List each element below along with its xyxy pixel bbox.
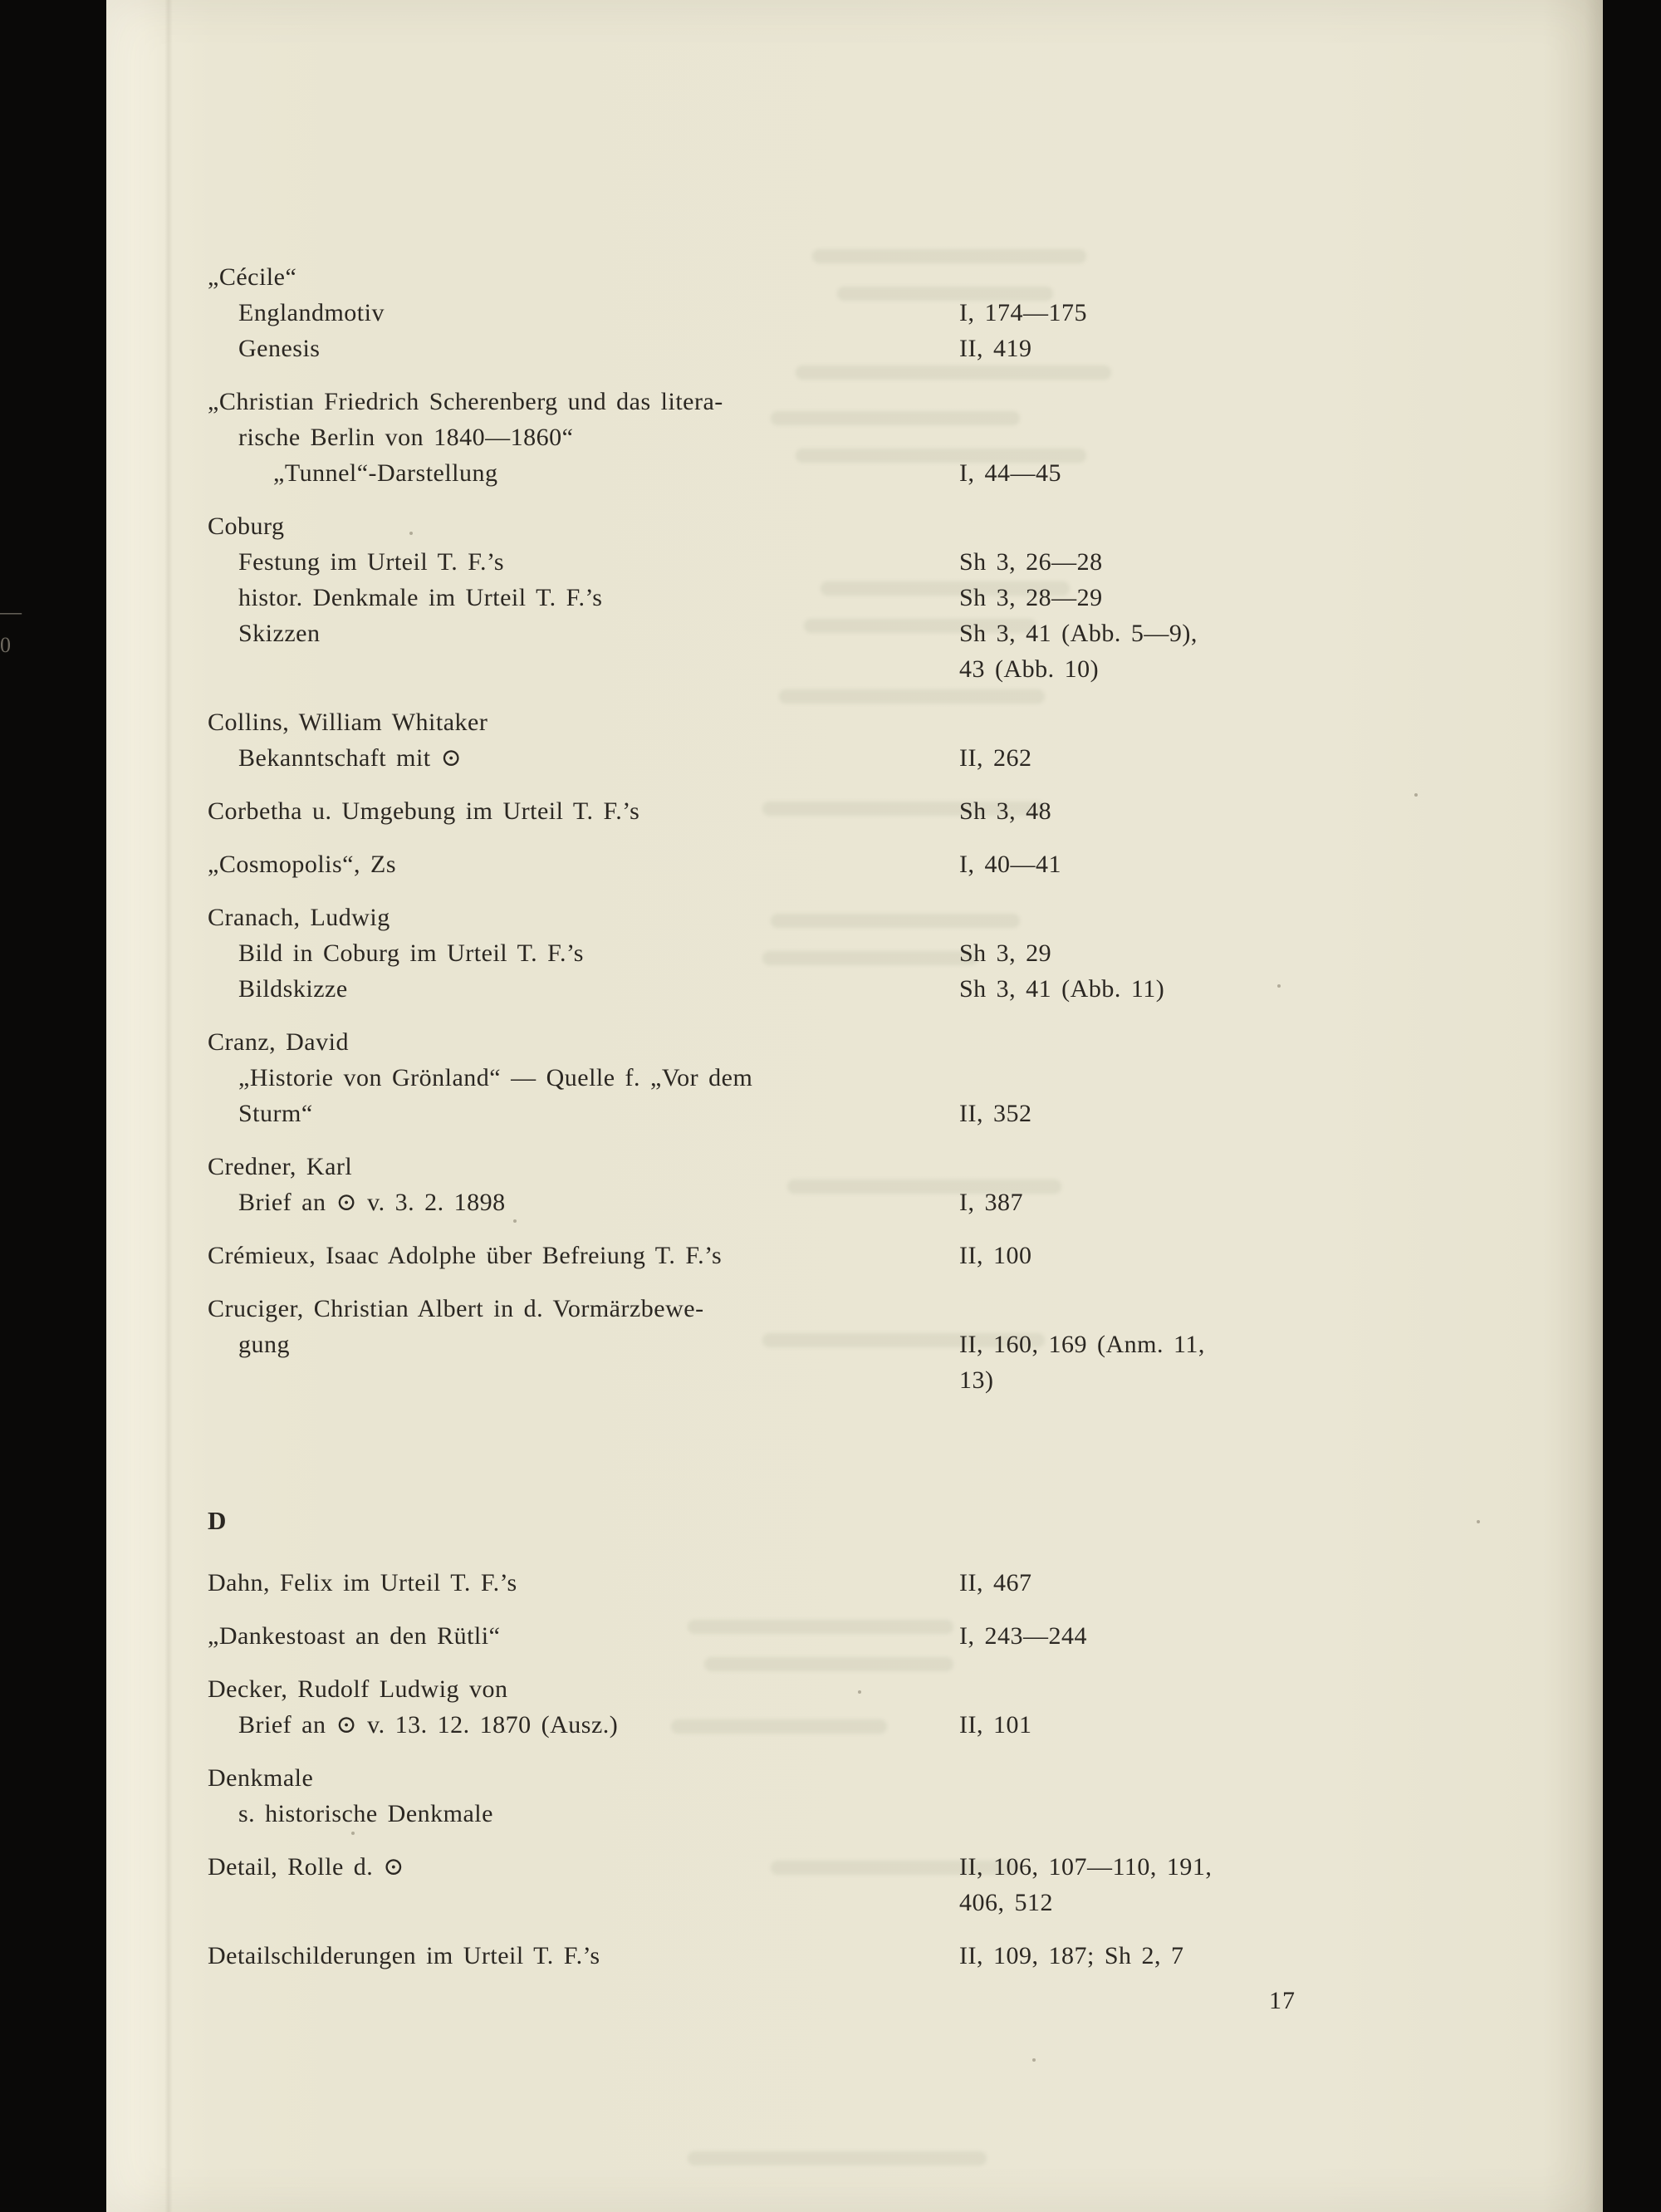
entry-text: Crémieux, Isaac Adolphe über Befreiung T. F.’s — [208, 1242, 723, 1269]
index-entry-line — [208, 651, 1553, 687]
entry-text: histor. Denkmale im Urteil T. F.’s — [238, 584, 603, 611]
index-entry-line — [208, 1796, 1553, 1832]
index-entry-line — [208, 580, 1553, 616]
entry-text: Bildskizze — [238, 975, 348, 1003]
index-entry-line — [208, 455, 1553, 491]
entry-ref: I, 174—175 — [959, 299, 1087, 326]
index-entry-line — [208, 704, 1553, 740]
index-entry-line — [208, 793, 1553, 829]
paper-speck — [1032, 2058, 1036, 2062]
entry-text: „Tunnel“-Darstellung — [273, 459, 498, 487]
index-entry-line — [208, 1327, 1553, 1362]
page-binding-crease — [164, 0, 173, 2212]
entry-text: Detail, Rolle d. ⊙ — [208, 1853, 404, 1881]
entry-ref: Sh 3, 26—28 — [959, 548, 1103, 576]
entry-text: Bild in Coburg im Urteil T. F.’s — [238, 939, 584, 967]
entry-ref: II, 352 — [959, 1100, 1032, 1127]
index-entry-line — [208, 1184, 1553, 1220]
entry-text: Skizzen — [238, 620, 321, 647]
entry-ref: Sh 3, 41 (Abb. 11) — [959, 975, 1165, 1003]
entry-ref: II, 106, 107—110, 191, — [959, 1853, 1213, 1881]
entry-text: „Cécile“ — [208, 263, 297, 291]
entry-ref: II, 419 — [959, 335, 1032, 362]
facing-page-fragment-zero: 0 — [0, 633, 11, 657]
index-entry-line — [208, 259, 1553, 295]
index-entry-line — [208, 1024, 1553, 1060]
entry-text: Englandmotiv — [238, 299, 385, 326]
entry-text: „Cosmopolis“, Zs — [208, 851, 396, 878]
entry-text: Coburg — [208, 513, 285, 540]
entry-ref: Sh 3, 29 — [959, 939, 1052, 967]
index-entry-line — [208, 1291, 1553, 1327]
index-entry-line — [208, 1149, 1553, 1184]
entry-ref: 406, 512 — [959, 1889, 1053, 1916]
entry-text: Festung im Urteil T. F.’s — [238, 548, 505, 576]
entry-text: Cranz, David — [208, 1028, 349, 1056]
entry-ref: 43 (Abb. 10) — [959, 655, 1100, 683]
entry-ref: II, 109, 187; Sh 2, 7 — [959, 1942, 1184, 1969]
entry-text: Brief an ⊙ v. 3. 2. 1898 — [238, 1189, 506, 1216]
entry-text: s. historische Denkmale — [238, 1800, 493, 1827]
entry-text: Brief an ⊙ v. 13. 12. 1870 (Ausz.) — [238, 1711, 619, 1739]
entry-text: Credner, Karl — [208, 1153, 353, 1180]
index-entry-line — [208, 1565, 1553, 1601]
entry-ref: II, 101 — [959, 1711, 1032, 1739]
index-entry-line — [208, 384, 1553, 419]
entry-ref: I, 40—41 — [959, 851, 1061, 878]
index-entry-line — [208, 900, 1553, 935]
index-entry-line — [208, 1760, 1553, 1796]
section-letter-d — [208, 1503, 1553, 1538]
index-entry-line — [208, 419, 1553, 455]
entry-text: Cranach, Ludwig — [208, 904, 390, 931]
entry-ref: I, 387 — [959, 1189, 1023, 1216]
index-text-block — [208, 259, 1553, 1974]
index-entry-line — [208, 1707, 1553, 1743]
bleedthrough-mark — [688, 2151, 987, 2165]
index-entry-line — [208, 971, 1553, 1007]
index-entry-line — [208, 1671, 1553, 1707]
entry-ref: 13) — [959, 1366, 994, 1394]
index-entry-line — [208, 544, 1553, 580]
entry-text: Collins, William Whitaker — [208, 709, 488, 736]
index-entry-line — [208, 1362, 1553, 1398]
index-entry-line — [208, 935, 1553, 971]
page-number: 17 — [1269, 1987, 1296, 2014]
photo-background-left — [0, 0, 106, 2212]
entry-text: Denkmale — [208, 1764, 314, 1792]
entry-ref: II, 467 — [959, 1569, 1032, 1596]
entry-text: Bekanntschaft mit ⊙ — [238, 744, 463, 772]
entry-ref: Sh 3, 48 — [959, 797, 1052, 825]
entry-text: Detailschilderungen im Urteil T. F.’s — [208, 1942, 600, 1969]
index-entry-line — [208, 508, 1553, 544]
entry-text: Dahn, Felix im Urteil T. F.’s — [208, 1569, 517, 1596]
entry-ref: Sh 3, 41 (Abb. 5—9), — [959, 620, 1198, 647]
entry-text: gung — [238, 1331, 290, 1358]
entry-text: „Historie von Grönland“ — Quelle f. „Vor dem — [238, 1064, 753, 1091]
index-entry-line — [208, 1096, 1553, 1131]
entry-text: Cruciger, Christian Albert in d. Vormärzbewe- — [208, 1295, 704, 1322]
entry-text: Corbetha u. Umgebung im Urteil T. F.’s — [208, 797, 640, 825]
index-entry-line — [208, 740, 1553, 776]
entry-text: Decker, Rudolf Ludwig von — [208, 1675, 508, 1703]
entry-text: „Christian Friedrich Scherenberg und das litera- — [208, 388, 723, 415]
index-entry-line — [208, 1938, 1553, 1974]
index-entry-line — [208, 331, 1553, 366]
entry-ref: II, 100 — [959, 1242, 1032, 1269]
index-entry-line — [208, 295, 1553, 331]
index-entry-line — [208, 1885, 1553, 1920]
index-entry-line — [208, 616, 1553, 651]
entry-text: rische Berlin von 1840—1860“ — [238, 424, 574, 451]
entry-ref: II, 160, 169 (Anm. 11, — [959, 1331, 1205, 1358]
photo-background-right — [1603, 0, 1661, 2212]
entry-text: Genesis — [238, 335, 321, 362]
index-entry-line — [208, 1618, 1553, 1654]
entry-text: „Dankestoast an den Rütli“ — [208, 1622, 501, 1650]
index-entry-line — [208, 846, 1553, 882]
book-page — [106, 0, 1603, 2212]
entry-ref: II, 262 — [959, 744, 1032, 772]
section-letter-label: D — [208, 1506, 227, 1535]
entry-ref: Sh 3, 28—29 — [959, 584, 1103, 611]
index-entry-line — [208, 1849, 1553, 1885]
entry-text: Sturm“ — [238, 1100, 313, 1127]
index-entry-line — [208, 1060, 1553, 1096]
index-entry-line — [208, 1238, 1553, 1273]
entry-ref: I, 44—45 — [959, 459, 1061, 487]
entry-ref: I, 243—244 — [959, 1622, 1087, 1650]
facing-page-fragment-dash: — — [0, 600, 22, 624]
